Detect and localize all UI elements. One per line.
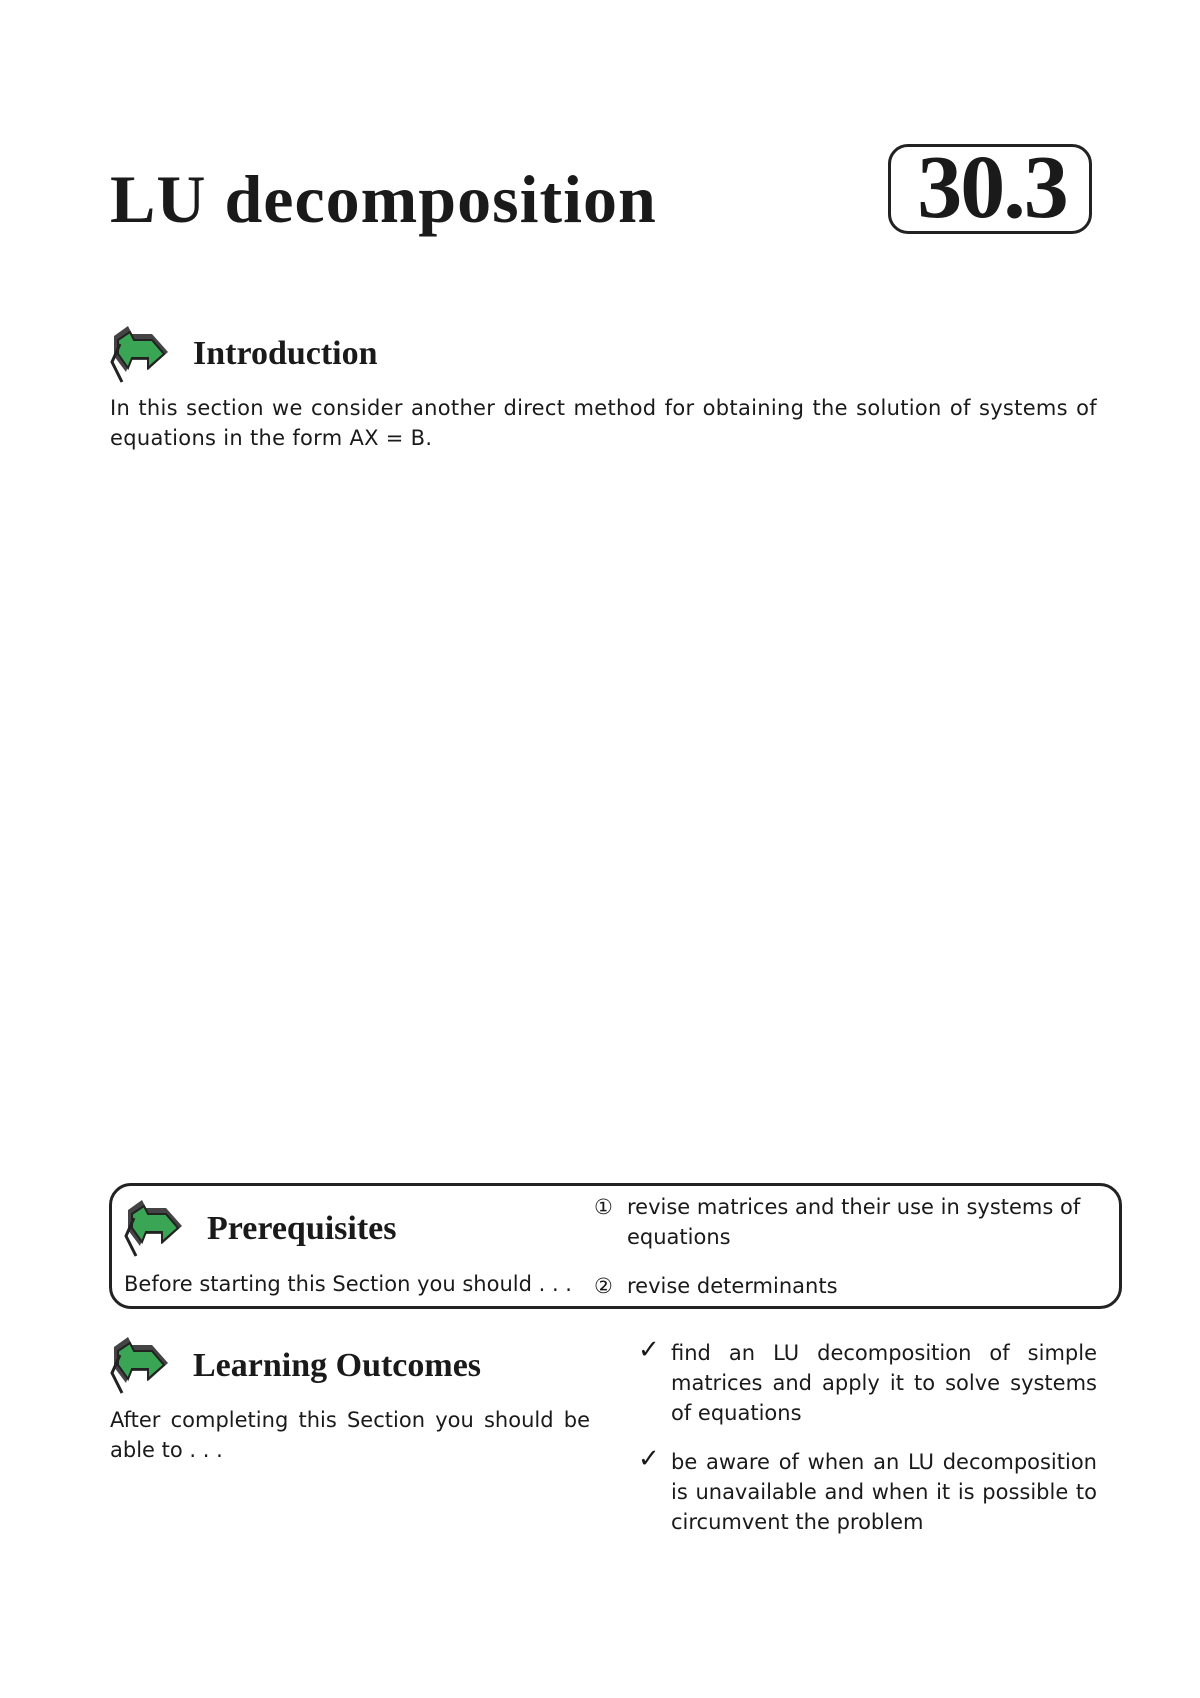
learning-outcome-item: be aware of when an LU decomposition is unavailable and when it is possible to circumvent the problem (671, 1450, 1097, 1534)
prerequisite-marker: ① (594, 1195, 613, 1219)
page-title: LU decomposition (110, 161, 657, 237)
prerequisite-marker: ② (594, 1274, 613, 1298)
learning-outcomes-heading: Learning Outcomes (193, 1347, 482, 1384)
learning-outcome-item: find an LU decomposition of simple matrices and apply it to solve systems of equations (671, 1341, 1097, 1425)
check-icon: ✓ (638, 1335, 660, 1365)
prerequisite-item: revise matrices and their use in systems of equations (627, 1195, 1081, 1249)
introduction-heading: Introduction (193, 335, 378, 372)
learning-outcomes-lead: After completing this Section you should be able to . . . (110, 1408, 590, 1462)
green-arrow-icon (108, 322, 172, 386)
check-icon: ✓ (638, 1444, 660, 1474)
green-arrow-icon (108, 1333, 172, 1397)
section-number: 30.3 (917, 138, 1067, 237)
introduction-text: In this section we consider another direct method for obtaining the solution of systems of equations in the form AX = B. (110, 396, 1097, 450)
prerequisite-item: revise determinants (627, 1274, 838, 1298)
green-arrow-icon (122, 1196, 186, 1260)
prerequisites-heading: Prerequisites (207, 1210, 397, 1247)
prerequisites-lead: Before starting this Section you should . . . (124, 1272, 572, 1296)
